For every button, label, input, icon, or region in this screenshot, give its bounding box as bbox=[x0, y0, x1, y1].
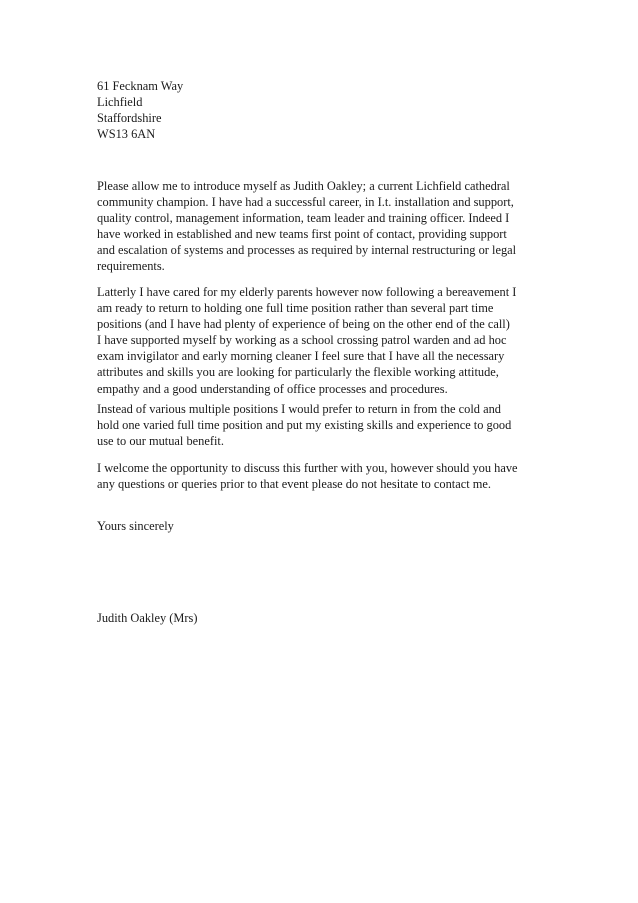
closing-text: Yours sincerely bbox=[97, 519, 174, 533]
sender-address bbox=[97, 78, 542, 142]
paragraph-preference bbox=[97, 401, 542, 449]
signature-name: Judith Oakley (Mrs) bbox=[97, 611, 198, 625]
paragraph-line: am ready to return to holding one full time position rather than several part time bbox=[97, 301, 494, 316]
paragraph-introduction bbox=[97, 178, 542, 275]
closing bbox=[97, 518, 542, 534]
paragraph-line: attributes and skills you are looking for particularly the flexible working attitude, bbox=[97, 365, 499, 380]
paragraph-line: exam invigilator and early morning cleaner I feel sure that I have all the necessary bbox=[97, 349, 505, 364]
signature bbox=[97, 610, 542, 626]
paragraph-contact bbox=[97, 460, 542, 492]
address-line: Lichfield bbox=[97, 95, 143, 110]
paragraph-line: have worked in established and new teams first point of contact, providing support bbox=[97, 227, 507, 242]
paragraph-experience bbox=[97, 284, 542, 397]
paragraph-line: requirements. bbox=[97, 259, 165, 274]
paragraph-line: any questions or queries prior to that event please do not hesitate to contact me. bbox=[97, 477, 491, 492]
paragraph-line: I have supported myself by working as a school crossing patrol warden and ad hoc bbox=[97, 333, 507, 348]
paragraph-line: use to our mutual benefit. bbox=[97, 434, 224, 449]
paragraph-line: I welcome the opportunity to discuss this further with you, however should you have bbox=[97, 461, 518, 475]
paragraph-line: and escalation of systems and processes as required by internal restructuring or legal bbox=[97, 243, 517, 258]
address-line: WS13 6AN bbox=[97, 127, 156, 142]
paragraph-line: positions (and I have had plenty of experience of being on the other end of the call) bbox=[97, 317, 510, 332]
paragraph-line: Please allow me to introduce myself as Judith Oakley; a current Lichfield cathedral bbox=[97, 179, 510, 193]
paragraph-line: hold one varied full time position and put my existing skills and experience to good bbox=[97, 418, 512, 433]
address-line: 61 Fecknam Way bbox=[97, 79, 184, 93]
paragraph-line: Latterly I have cared for my elderly parents however now following a bereavement I bbox=[97, 285, 517, 299]
paragraph-line: community champion. I have had a successful career, in I.t. installation and support, bbox=[97, 195, 514, 210]
address-line: Staffordshire bbox=[97, 111, 162, 126]
paragraph-line: quality control, management information, team leader and training officer. Indeed I bbox=[97, 211, 510, 226]
paragraph-line: Instead of various multiple positions I would prefer to return in from the cold and bbox=[97, 402, 501, 416]
paragraph-line: empathy and a good understanding of office processes and procedures. bbox=[97, 381, 448, 396]
